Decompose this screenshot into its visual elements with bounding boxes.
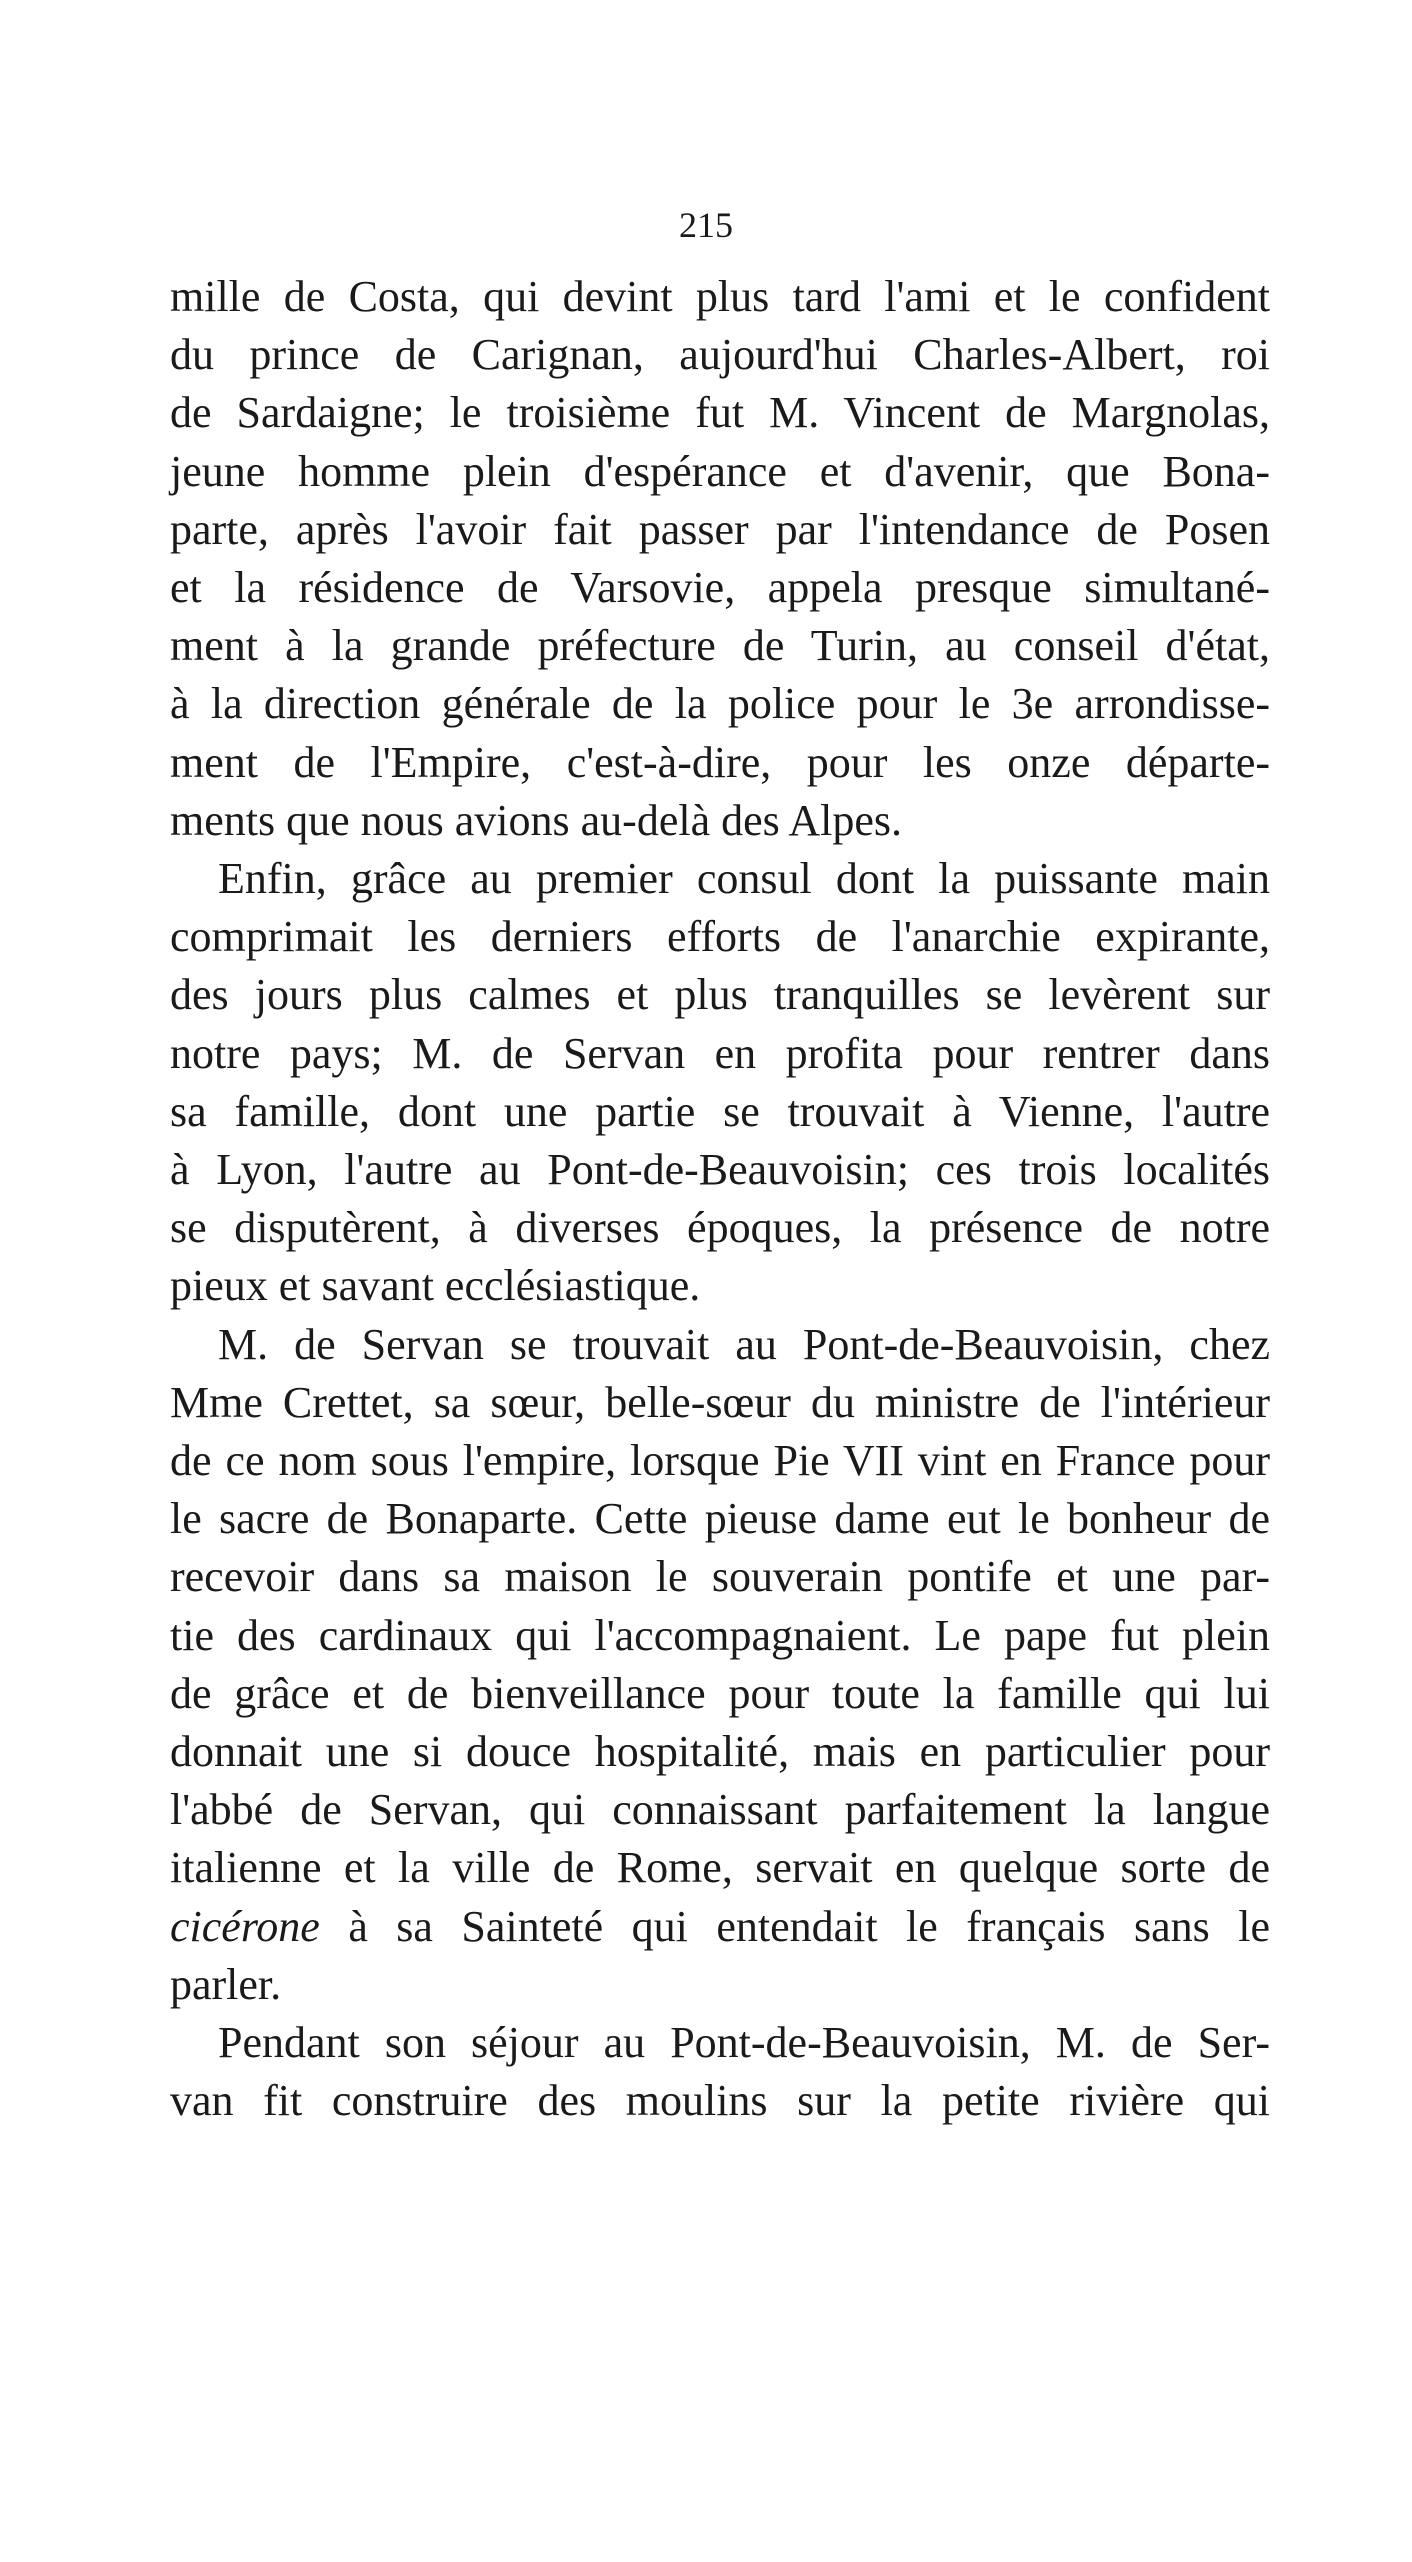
paragraph-1	[170, 268, 1270, 850]
text-line: à Lyon, l'autre au Pont-de-Beauvoisin; ces trois localités	[170, 1145, 1270, 1195]
text-line: recevoir dans sa maison le souverain pontife et une par-	[170, 1552, 1270, 1602]
text-line: comprimait les derniers efforts de l'anarchie expirante,	[170, 912, 1270, 962]
text-line: le sacre de Bonaparte. Cette pieuse dame eut le bonheur de	[170, 1494, 1270, 1544]
text-line: van fit construire des moulins sur la petite rivière qui	[170, 2076, 1270, 2126]
text-line: Enfin, grâce au premier consul dont la puissante main	[218, 854, 1270, 904]
text-line: parler.	[170, 1959, 282, 2009]
text-line: mille de Costa, qui devint plus tard l'ami et le confident	[170, 272, 1270, 321]
text-line: et la résidence de Varsovie, appela presque simultané-	[170, 563, 1270, 613]
text-line: italienne et la ville de Rome, servait en quelque sorte de	[170, 1843, 1270, 1893]
text-line: ment de l'Empire, c'est-à-dire, pour les onze départe-	[170, 737, 1270, 787]
text-line: notre pays; M. de Servan en profita pour rentrer dans	[170, 1028, 1270, 1078]
text-line: ments que nous avions au-delà des Alpes.	[170, 795, 902, 845]
paragraph-3	[170, 1316, 1270, 2014]
body-text	[170, 268, 1270, 2131]
text-line: tie des cardinaux qui l'accompagnaient. Le pape fut plein	[170, 1610, 1270, 1660]
text-line: Pendant son séjour au Pont-de-Beauvoisin, M. de Ser-	[218, 2018, 1270, 2068]
text-line: M. de Servan se trouvait au Pont-de-Beauvoisin, chez	[218, 1319, 1270, 1369]
text-line: de Sardaigne; le troisième fut M. Vincent de Margnolas,	[170, 388, 1270, 438]
text-line-rest: à sa Sainteté qui entendait le français sans le	[319, 1901, 1270, 1951]
text-line: parte, après l'avoir fait passer par l'intendance de Posen	[170, 504, 1270, 554]
text-line: se disputèrent, à diverses époques, la présence de notre	[170, 1203, 1270, 1253]
paragraph-4	[170, 2014, 1270, 2130]
italic-word: cicérone	[170, 1901, 320, 1951]
text-line: donnait une si douce hospitalité, mais en particulier pour	[170, 1727, 1270, 1777]
text-line: sa famille, dont une partie se trouvait à Vienne, l'autre	[170, 1086, 1270, 1136]
text-line: jeune homme plein d'espérance et d'avenir, que Bona-	[170, 446, 1270, 496]
paragraph-2	[170, 850, 1270, 1316]
text-line: de grâce et de bienveillance pour toute la famille qui lui	[170, 1668, 1270, 1718]
text-line: à la direction générale de la police pour le 3e arrondisse-	[170, 679, 1270, 729]
text-line: l'abbé de Servan, qui connaissant parfaitement la langue	[170, 1785, 1270, 1835]
page-number: 215	[679, 205, 733, 245]
text-line: des jours plus calmes et plus tranquilles se levèrent sur	[170, 970, 1270, 1020]
text-line: de ce nom sous l'empire, lorsque Pie VII vint en France pour	[170, 1436, 1270, 1486]
text-line: pieux et savant ecclésiastique.	[170, 1261, 701, 1311]
text-line: Mme Crettet, sa sœur, belle-sœur du ministre de l'intérieur	[170, 1377, 1270, 1427]
text-line: du prince de Carignan, aujourd'hui Charles-Albert, roi	[170, 330, 1270, 380]
text-line-with-italic	[170, 1898, 1270, 1956]
text-line: ment à la grande préfecture de Turin, au conseil d'état,	[170, 621, 1270, 671]
